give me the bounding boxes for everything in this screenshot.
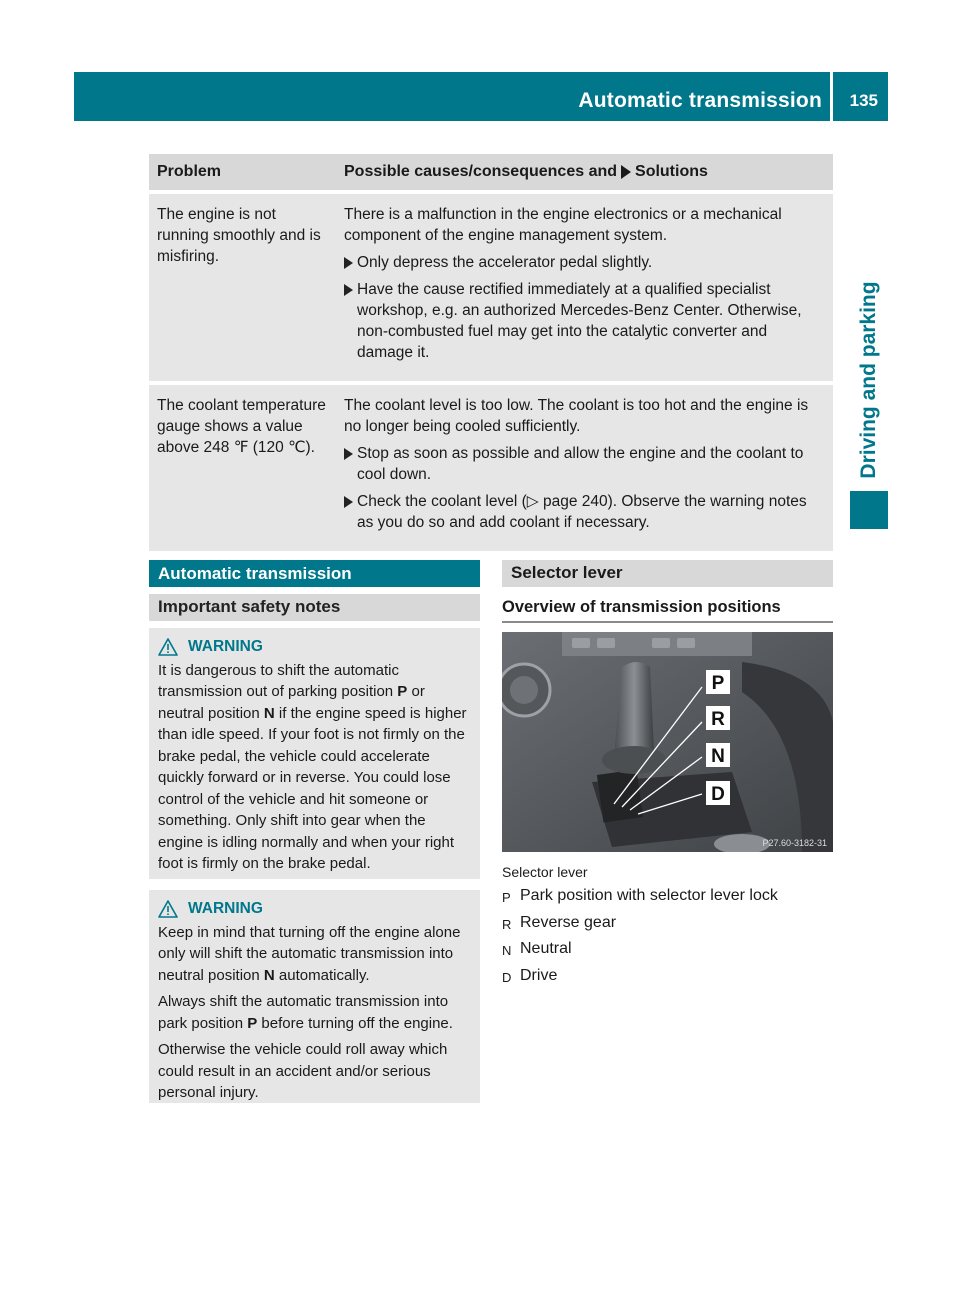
legend-text: Neutral	[520, 940, 572, 957]
legend-text: Drive	[520, 966, 558, 984]
legend-text: Reverse gear	[520, 913, 617, 931]
warning-text: Keep in mind that turning off the engine alone only will shift the automatic transmission into neutral position N automatically.	[158, 923, 461, 984]
warning-box	[149, 890, 480, 1103]
warning-heading	[158, 636, 473, 658]
warning-text: Always shift the automatic transmission into park position P before turning off the engine.	[158, 993, 453, 1032]
header-divider	[830, 72, 833, 121]
legend-text: Park position with selector lever lock	[520, 887, 778, 904]
solution-item: Only depress the accelerator pedal slightly.	[344, 252, 825, 273]
cause-text: The coolant level is too low. The coolant is too hot and the engine is no longer being cooled sufficiently.	[344, 397, 809, 435]
selector-lever-illustration	[502, 632, 833, 852]
table-row	[149, 385, 833, 551]
page-number: 135	[849, 91, 878, 110]
table-header-row	[149, 154, 833, 190]
arrow-right-icon	[344, 284, 353, 296]
warning-text: Otherwise the vehicle could roll away which could result in an accident and/or serious personal injury.	[158, 1041, 448, 1101]
position-letter-n: N	[711, 746, 725, 767]
legend-key: D	[502, 969, 512, 985]
col-header-problem: Problem	[149, 154, 336, 190]
col-header-solutions-text: Solutions	[635, 163, 708, 180]
col-header-causes-text: Possible causes/consequences and	[344, 163, 618, 180]
legend-key: R	[502, 916, 512, 932]
warning-label: WARNING	[188, 900, 263, 917]
warning-triangle-icon	[158, 900, 178, 918]
table-row	[149, 194, 833, 381]
warning-label: WARNING	[188, 638, 263, 655]
solution-item: Have the cause rectified immediately at a qualified specialist workshop, e.g. an authorized Mercedes-Benz Center. Otherwise, non-combusted fuel may get into the catalytic converter and damage it.	[344, 279, 825, 363]
header-title: Automatic transmission	[578, 89, 822, 112]
warning-triangle-icon	[158, 638, 178, 656]
position-legend	[502, 884, 778, 990]
legend-key: P	[502, 890, 511, 905]
section-title-automatic-transmission: Automatic transmission	[149, 560, 480, 587]
solution-cell	[336, 194, 833, 381]
legend-item	[502, 884, 778, 911]
solution-item: Stop as soon as possible and allow the engine and the coolant to cool down.	[344, 443, 825, 485]
problem-cell: The engine is not running smoothly and is misfiring.	[149, 194, 336, 381]
legend-item	[502, 937, 778, 964]
selector-lever-photo	[502, 632, 833, 852]
problem-table	[149, 154, 833, 551]
problem-cell: The coolant temperature gauge shows a value above 248 ℉ (120 ℃).	[149, 385, 336, 551]
arrow-right-icon	[621, 165, 631, 179]
arrow-right-icon	[344, 448, 353, 460]
side-tab-marker	[850, 491, 888, 529]
legend-key: N	[502, 943, 512, 958]
warning-text: It is dangerous to shift the automatic transmission out of parking position P or neutral position N if the engine speed is higher than idle speed. If your foot is not firmly on the brake pedal, the vehicle could accelerate quickly forward or in reverse. You could lose control of the vehicle and hit someone or something. Only shift into gear when the engine is idling normally and when your right foot is firmly on the brake pedal.	[158, 661, 467, 872]
solution-cell	[336, 385, 833, 551]
position-letter-r: R	[711, 709, 725, 730]
solution-item: Check the coolant level (▷ page 240). Observe the warning notes as you do so and add coolant if necessary.	[344, 491, 825, 533]
subheading-overview: Overview of transmission positions	[502, 598, 833, 623]
subsection-title-safety-notes: Important safety notes	[149, 594, 480, 621]
legend-item	[502, 964, 778, 991]
position-letter-p: P	[711, 673, 725, 694]
side-tab	[850, 230, 888, 530]
warning-box	[149, 628, 480, 879]
page-header	[74, 72, 888, 121]
position-letter-d: D	[711, 784, 725, 805]
section-title-selector-lever: Selector lever	[502, 560, 833, 587]
image-code: P27.60-3182-31	[762, 838, 827, 848]
arrow-right-icon	[344, 496, 353, 508]
side-tab-label: Driving and parking	[857, 281, 880, 479]
image-caption: Selector lever	[502, 864, 588, 880]
legend-item	[502, 911, 778, 938]
cause-text: There is a malfunction in the engine electronics or a mechanical component of the engine management system.	[344, 206, 782, 244]
warning-heading	[158, 898, 473, 920]
col-header-causes	[336, 154, 833, 190]
arrow-right-icon	[344, 257, 353, 269]
